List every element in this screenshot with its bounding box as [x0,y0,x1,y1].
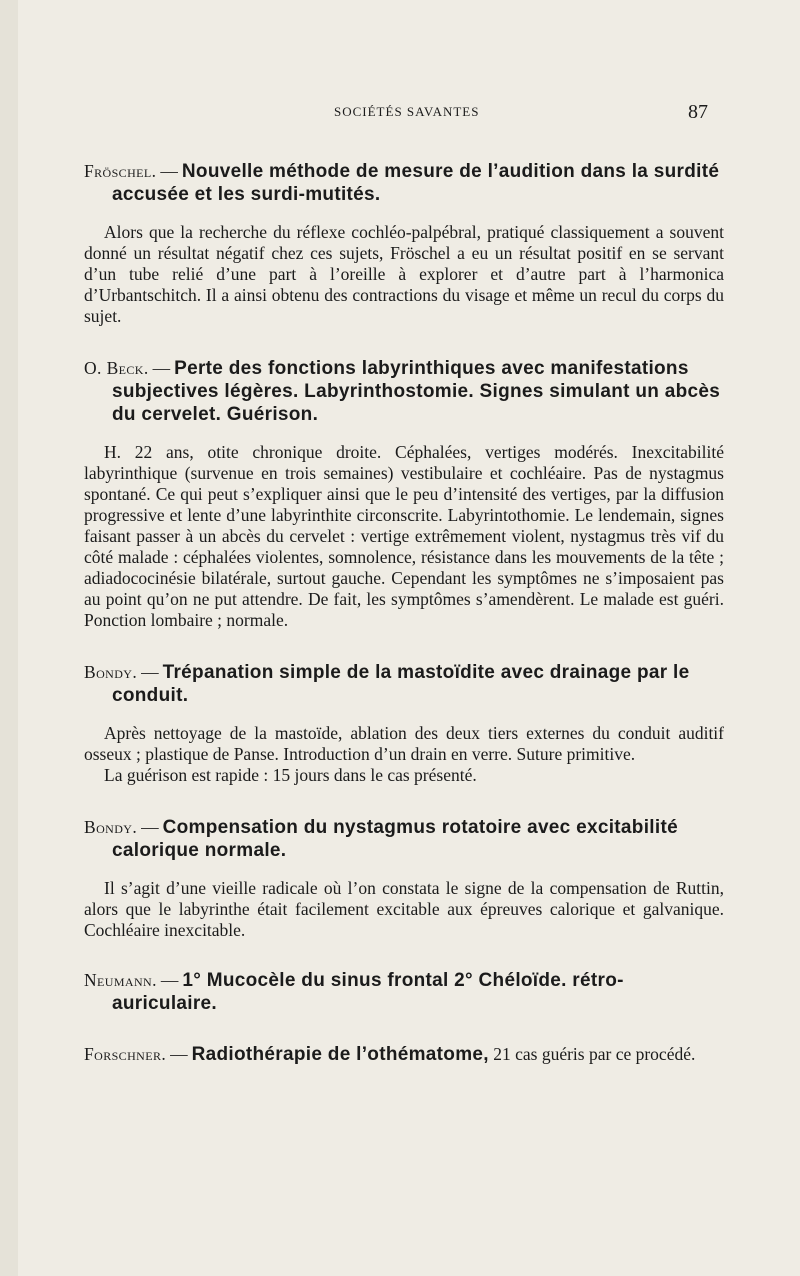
running-head: SOCIÉTÉS SAVANTES [334,104,480,119]
page-content [84,160,724,1088]
entry-heading [84,661,724,707]
entry-author: O. Beck. [84,358,149,378]
entry-dash: — [170,1044,188,1064]
entry-body [84,222,724,327]
entry [84,1043,724,1066]
entry-paragraph: Après nettoyage de la mastoïde, ablation des deux tiers externes du conduit auditif osseux ; plastique de Panse. Introduction d’un drain en verre. Suture primitive. [84,723,724,764]
entry-dash: — [152,358,171,378]
entry-title: Compensation du nystagmus rotatoire avec excitabilité calorique normale. [112,817,678,861]
entry-body [84,878,724,941]
entry [84,357,724,631]
entry-title: 1° Mucocèle du sinus frontal 2° Chéloïde. rétro-auriculaire. [112,970,624,1014]
entry-heading [84,160,724,206]
entry-heading [84,816,724,862]
entry-dash: — [160,970,179,990]
scan-edge [0,0,18,1276]
entry-heading [84,357,724,426]
page-header [18,101,800,128]
entry [84,160,724,327]
entry-author: Bondy. [84,817,138,837]
entry-dash: — [141,662,159,682]
entry-title: Radiothérapie de l’othématome, [191,1044,489,1065]
entry-body [84,723,724,786]
entry-body [84,442,724,631]
entry-heading [84,969,724,1015]
entry-author: Forschner. [84,1044,167,1064]
entry-paragraph: La guérison est rapide : 15 jours dans le cas présenté. [104,765,477,785]
entry-dash: — [141,817,159,837]
entry-title: Trépanation simple de la mastoïdite avec drainage par le conduit. [112,662,690,706]
entry-dash: — [160,161,178,181]
entry-paragraph: Alors que la recherche du réflexe cochléo-palpébral, pratiqué classiquement a souvent donné un résultat négatif chez ces sujets, Fröschel a eu un résultat positif en se servant d’un tube relié d’une part à l’oreille à explorer et d’autre part à l’harmonica d’Urbantschitch. Il a ainsi obtenu des contractions du visage et même un recul du corps du sujet. [84,222,724,326]
entry [84,969,724,1015]
page-number: 87 [688,101,708,123]
entry-title: Perte des fonctions labyrinthiques avec manifestations subjectives légères. Labyrinthostomie. Signes simulant un abcès du cervelet. Guérison. [112,358,721,425]
entry-author: Neumann. [84,970,157,990]
entry-paragraph: H. 22 ans, otite chronique droite. Céphalées, vertiges modérés. Inexcitabilité labyrinthique (survenue en trois semaines) vestibulaire et cochléaire. Pas de nystagmus spontané. Ce qui peut s’expliquer ainsi que le peu d’intensité des vertiges, par la diffusion progressive et lente d’une labyrinthite circonscrite. Labyrintothomie. Le lendemain, signes faisant passer à un abcès du cervelet : vertige extrêmement violent, nystagmus très vif du côté malade : céphalées violentes, somnolence, résistance dans les mouvements de la tête ; adiadococinésie bilatérale, surtout gauche. Cependant les symptômes ne s’imposaient pas au point qu’on ne put attendre. De fait, les symptômes s’amendèrent. Le malade est guéri. Ponction lombaire ; normale. [84,442,724,630]
entry-title: Nouvelle méthode de mesure de l’audition dans la surdité accusée et les surdi-mutités. [112,161,720,205]
page [18,0,800,1276]
entry-paragraph: Il s’agit d’une vieille radicale où l’on constata le signe de la compensation de Ruttin, alors que le labyrinthe était facilement excitable aux épreuves calorique et galvanique. Cochléaire inexcitable. [84,878,724,940]
entry-author: Fröschel. [84,161,157,181]
entry-heading [84,1043,724,1066]
entry-tail: 21 cas guéris par ce procédé. [488,1044,696,1064]
entry [84,816,724,941]
entry [84,661,724,786]
entry-author: Bondy. [84,662,138,682]
